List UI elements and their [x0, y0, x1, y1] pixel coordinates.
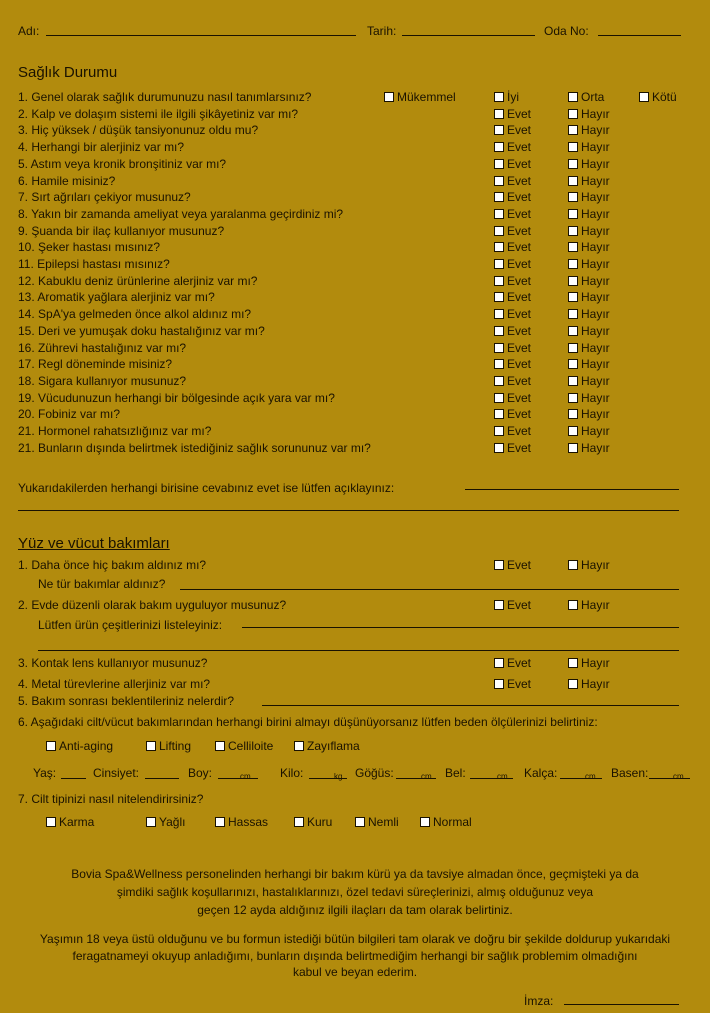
checkbox[interactable]: [568, 359, 578, 369]
checkbox[interactable]: [494, 226, 504, 236]
question-text: 19. Vücudunuzun herhangi bir bölgesinde açık yara var mı?: [18, 391, 335, 405]
option-yes[interactable]: Evet: [494, 240, 531, 254]
checkbox[interactable]: [494, 658, 504, 668]
explain-label: Yukarıdakilerden herhangi birisine cevabınız evet ise lütfen açıklayınız:: [18, 481, 395, 495]
checkbox[interactable]: [568, 159, 578, 169]
option-no[interactable]: Hayır: [568, 391, 610, 405]
checkbox[interactable]: [294, 817, 304, 827]
checkbox[interactable]: [494, 560, 504, 570]
question-text: 17. Regl döneminde misiniz?: [18, 357, 173, 371]
checkbox[interactable]: [494, 142, 504, 152]
question-text: 11. Epilepsi hastası mısınız?: [18, 257, 170, 271]
checkbox[interactable]: [384, 92, 394, 102]
option-yes[interactable]: Evet: [494, 107, 531, 121]
question-text: 8. Yakın bir zamanda ameliyat veya yaralanma geçirdiniz mi?: [18, 207, 344, 221]
option-orta[interactable]: Orta: [568, 90, 604, 104]
option-yes[interactable]: Evet: [494, 157, 531, 171]
option-no[interactable]: Hayır: [568, 140, 610, 154]
checkbox[interactable]: [568, 176, 578, 186]
height-unit: cm.: [240, 772, 253, 781]
checkbox[interactable]: [568, 393, 578, 403]
option-no[interactable]: Hayır: [568, 207, 610, 221]
checkbox[interactable]: [494, 326, 504, 336]
care-q1-field[interactable]: [180, 589, 679, 590]
checkbox[interactable]: [568, 125, 578, 135]
checkbox[interactable]: [568, 326, 578, 336]
option-no[interactable]: Hayır: [568, 224, 610, 238]
care-q2-sub: Lütfen ürün çeşitlerinizi listeleyiniz:: [38, 618, 223, 632]
treatment-zayiflama[interactable]: Zayıflama: [294, 739, 360, 753]
option-yes[interactable]: Evet: [494, 190, 531, 204]
care-q1-no[interactable]: Hayır: [568, 558, 610, 572]
room-field[interactable]: [598, 35, 681, 36]
skin-yagli[interactable]: Yağlı: [146, 815, 185, 829]
option-yes[interactable]: Evet: [494, 324, 531, 338]
explain-field-1[interactable]: [465, 489, 679, 490]
hip-unit: cm.: [585, 772, 598, 781]
checkbox[interactable]: [494, 192, 504, 202]
care-q4-yes[interactable]: Evet: [494, 677, 531, 691]
question-text: 4. Herhangi bir alerjiniz var mı?: [18, 140, 185, 154]
option-no[interactable]: Hayır: [568, 190, 610, 204]
checkbox[interactable]: [568, 409, 578, 419]
option-no[interactable]: Hayır: [568, 257, 610, 271]
question-text: 7. Sırt ağrıları çekiyor musunuz?: [18, 190, 191, 204]
option-yes[interactable]: Evet: [494, 140, 531, 154]
name-field[interactable]: [46, 35, 356, 36]
checkbox[interactable]: [494, 292, 504, 302]
option-mukemmel[interactable]: Mükemmel: [384, 90, 456, 104]
checkbox[interactable]: [146, 817, 156, 827]
option-no[interactable]: Hayır: [568, 424, 610, 438]
skin-hassas[interactable]: Hassas: [215, 815, 268, 829]
chest-unit: cm.: [421, 772, 434, 781]
care-q7: 7. Cilt tipinizi nasıl nitelendirirsiniz?: [18, 792, 204, 806]
checkbox[interactable]: [494, 409, 504, 419]
care-q2-no[interactable]: Hayır: [568, 598, 610, 612]
checkbox[interactable]: [494, 159, 504, 169]
note-1-line-1: Bovia Spa&Wellness personelinden herhangi bir bakım kürü ya da tavsiye almadan önce, geçmişteki ya da: [71, 867, 639, 881]
treatment-celliloite[interactable]: Celliloite: [215, 739, 273, 753]
note-2-line-3: kabul ve beyan ederim.: [292, 965, 418, 979]
height-label: Boy:: [188, 766, 213, 780]
checkbox[interactable]: [494, 600, 504, 610]
note-1-line-2: şimdiki sağlık koşullarınızı, hastalıklarınızı, özel tedavi süreçlerinizi, almış olduğunuz veya: [116, 885, 594, 899]
date-field[interactable]: [402, 35, 535, 36]
waist-unit: cm.: [497, 772, 510, 781]
care-q1: 1. Daha önce hiç bakım aldınız mı?: [18, 558, 207, 572]
option-no[interactable]: Hayır: [568, 274, 610, 288]
option-yes[interactable]: Evet: [494, 357, 531, 371]
treatment-anti-aging[interactable]: Anti-aging: [46, 739, 113, 753]
question-text: 16. Zührevi hastalığınız var mı?: [18, 341, 187, 355]
care-q6: 6. Aşağıdaki cilt/vücut bakımlarından herhangi birini almayı düşünüyorsanız lütfen beden ölçülerinizi belirtiniz:: [18, 715, 598, 729]
skin-karma[interactable]: Karma: [46, 815, 94, 829]
checkbox[interactable]: [494, 376, 504, 386]
checkbox[interactable]: [494, 309, 504, 319]
care-q2: 2. Evde düzenli olarak bakım uyguluyor musunuz?: [18, 598, 287, 612]
checkbox[interactable]: [355, 817, 365, 827]
checkbox[interactable]: [494, 679, 504, 689]
question-text: 10. Şeker hastası mısınız?: [18, 240, 161, 254]
care-q3: 3. Kontak lens kullanıyor musunuz?: [18, 656, 208, 670]
skin-kuru[interactable]: Kuru: [294, 815, 332, 829]
checkbox[interactable]: [494, 359, 504, 369]
checkbox[interactable]: [568, 560, 578, 570]
checkbox[interactable]: [568, 443, 578, 453]
option-no[interactable]: Hayır: [568, 357, 610, 371]
waist-label: Bel:: [445, 766, 466, 780]
gender-field[interactable]: [145, 778, 179, 779]
checkbox[interactable]: [568, 658, 578, 668]
checkbox[interactable]: [568, 292, 578, 302]
date-label: Tarih:: [367, 24, 397, 38]
room-label: Oda No:: [544, 24, 589, 38]
checkbox[interactable]: [568, 309, 578, 319]
care-q5-field[interactable]: [262, 705, 679, 706]
care-q4: 4. Metal türevlerine allerjiniz var mı?: [18, 677, 211, 691]
checkbox[interactable]: [568, 426, 578, 436]
section-title-care: Yüz ve vücut bakımları: [18, 535, 170, 552]
treatment-lifting[interactable]: Lifting: [146, 739, 191, 753]
checkbox[interactable]: [494, 426, 504, 436]
checkbox[interactable]: [494, 92, 504, 102]
option-yes[interactable]: Evet: [494, 441, 531, 455]
option-yes[interactable]: Evet: [494, 307, 531, 321]
question-text: 5. Astım veya kronik bronşitiniz var mı?: [18, 157, 227, 171]
checkbox[interactable]: [494, 125, 504, 135]
checkbox[interactable]: [420, 817, 430, 827]
signature-label: İmza:: [524, 994, 554, 1008]
checkbox[interactable]: [146, 741, 156, 751]
checkbox[interactable]: [215, 817, 225, 827]
note-2-line-1: Yaşımın 18 veya üstü olduğunu ve bu formun istediği bütün bilgileri tam olarak ve doğru bir şekilde doldurup yukarıdaki: [39, 932, 671, 946]
checkbox[interactable]: [568, 142, 578, 152]
age-field[interactable]: [61, 778, 86, 779]
checkbox[interactable]: [568, 600, 578, 610]
chest-label: Göğüs:: [355, 766, 394, 780]
note-2-line-2: feragatnameyi okuyup anladığımı, bunların dışında belirtmediğim herhangi bir sağlık problemim olmadığını: [72, 949, 638, 963]
question-text: 6. Hamile misiniz?: [18, 174, 116, 188]
option-no[interactable]: Hayır: [568, 157, 610, 171]
option-yes[interactable]: Evet: [494, 257, 531, 271]
checkbox[interactable]: [568, 192, 578, 202]
option-yes[interactable]: Evet: [494, 274, 531, 288]
question-text: 21. Hormonel rahatsızlığınız var mı?: [18, 424, 212, 438]
care-q4-no[interactable]: Hayır: [568, 677, 610, 691]
weight-unit: kg.: [334, 772, 345, 781]
checkbox[interactable]: [494, 109, 504, 119]
section-title-health: Sağlık Durumu: [18, 64, 118, 81]
care-q1-yes[interactable]: Evet: [494, 558, 531, 572]
checkbox[interactable]: [568, 209, 578, 219]
option-no[interactable]: Hayır: [568, 324, 610, 338]
checkbox[interactable]: [494, 259, 504, 269]
option-yes[interactable]: Evet: [494, 174, 531, 188]
option-iyi[interactable]: İyi: [494, 90, 519, 104]
checkbox[interactable]: [568, 92, 578, 102]
checkbox[interactable]: [568, 343, 578, 353]
option-yes[interactable]: Evet: [494, 207, 531, 221]
basin-unit: cm.: [673, 772, 686, 781]
checkbox[interactable]: [46, 817, 56, 827]
weight-label: Kilo:: [280, 766, 304, 780]
care-q2-field-2[interactable]: [38, 650, 679, 651]
explain-field-2[interactable]: [18, 510, 679, 511]
option-yes[interactable]: Evet: [494, 123, 531, 137]
checkbox[interactable]: [294, 741, 304, 751]
option-kotu[interactable]: Kötü: [639, 90, 677, 104]
question-text: 18. Sigara kullanıyor musunuz?: [18, 374, 187, 388]
hip-label: Kalça:: [524, 766, 558, 780]
checkbox[interactable]: [494, 443, 504, 453]
care-q5: 5. Bakım sonrası beklentileriniz nelerdir?: [18, 694, 235, 708]
option-no[interactable]: Hayır: [568, 374, 610, 388]
option-yes[interactable]: Evet: [494, 374, 531, 388]
care-q3-no[interactable]: Hayır: [568, 656, 610, 670]
care-q2-field-1[interactable]: [242, 627, 679, 628]
checkbox[interactable]: [568, 376, 578, 386]
option-yes[interactable]: Evet: [494, 290, 531, 304]
question-text: 3. Hiç yüksek / düşük tansiyonunuz oldu mu?: [18, 123, 259, 137]
checkbox[interactable]: [568, 226, 578, 236]
skin-normal[interactable]: Normal: [420, 815, 472, 829]
checkbox[interactable]: [494, 242, 504, 252]
checkbox[interactable]: [568, 109, 578, 119]
option-yes[interactable]: Evet: [494, 224, 531, 238]
skin-nemli[interactable]: Nemli: [355, 815, 399, 829]
option-yes[interactable]: Evet: [494, 424, 531, 438]
checkbox[interactable]: [215, 741, 225, 751]
checkbox[interactable]: [568, 276, 578, 286]
checkbox[interactable]: [494, 209, 504, 219]
note-1-line-3: geçen 12 ayda aldığınız ilgili ilaçları da tam olarak belirtiniz.: [197, 903, 513, 917]
question-text: 15. Deri ve yumuşak doku hastalığınız var mı?: [18, 324, 265, 338]
checkbox[interactable]: [494, 276, 504, 286]
checkbox[interactable]: [494, 343, 504, 353]
question-text: 12. Kabuklu deniz ürünlerine alerjiniz var mı?: [18, 274, 258, 288]
question-text: 13. Aromatik yağlara alerjiniz var mı?: [18, 290, 215, 304]
question-text: 14. SpA'ya gelmeden önce alkol aldınız mı?: [18, 307, 252, 321]
gender-label: Cinsiyet:: [93, 766, 140, 780]
checkbox[interactable]: [568, 679, 578, 689]
option-no[interactable]: Hayır: [568, 240, 610, 254]
checkbox[interactable]: [568, 242, 578, 252]
option-no[interactable]: Hayır: [568, 174, 610, 188]
checkbox[interactable]: [568, 259, 578, 269]
option-no[interactable]: Hayır: [568, 407, 610, 421]
question-text: 21. Bunların dışında belirtmek istediğiniz sağlık sorununuz var mı?: [18, 441, 371, 455]
option-yes[interactable]: Evet: [494, 341, 531, 355]
care-q2-yes[interactable]: Evet: [494, 598, 531, 612]
checkbox[interactable]: [639, 92, 649, 102]
care-q3-yes[interactable]: Evet: [494, 656, 531, 670]
option-no[interactable]: Hayır: [568, 107, 610, 121]
checkbox[interactable]: [494, 393, 504, 403]
option-no[interactable]: Hayır: [568, 290, 610, 304]
checkbox[interactable]: [46, 741, 56, 751]
name-label: Adı:: [18, 24, 40, 38]
option-no[interactable]: Hayır: [568, 341, 610, 355]
basin-label: Basen:: [611, 766, 649, 780]
option-no[interactable]: Hayır: [568, 123, 610, 137]
question-text: 20. Fobiniz var mı?: [18, 407, 121, 421]
option-no[interactable]: Hayır: [568, 307, 610, 321]
question-text: 2. Kalp ve dolaşım sistemi ile ilgili şikâyetiniz var mı?: [18, 107, 299, 121]
signature-field[interactable]: [564, 1004, 679, 1005]
question-text: 9. Şuanda bir ilaç kullanıyor musunuz?: [18, 224, 225, 238]
option-yes[interactable]: Evet: [494, 407, 531, 421]
checkbox[interactable]: [494, 176, 504, 186]
age-label: Yaş:: [33, 766, 57, 780]
care-q1-sub: Ne tür bakımlar aldınız?: [38, 577, 166, 591]
option-no[interactable]: Hayır: [568, 441, 610, 455]
option-yes[interactable]: Evet: [494, 391, 531, 405]
question-text: 1. Genel olarak sağlık durumunuzu nasıl tanımlarsınız?: [18, 90, 312, 104]
